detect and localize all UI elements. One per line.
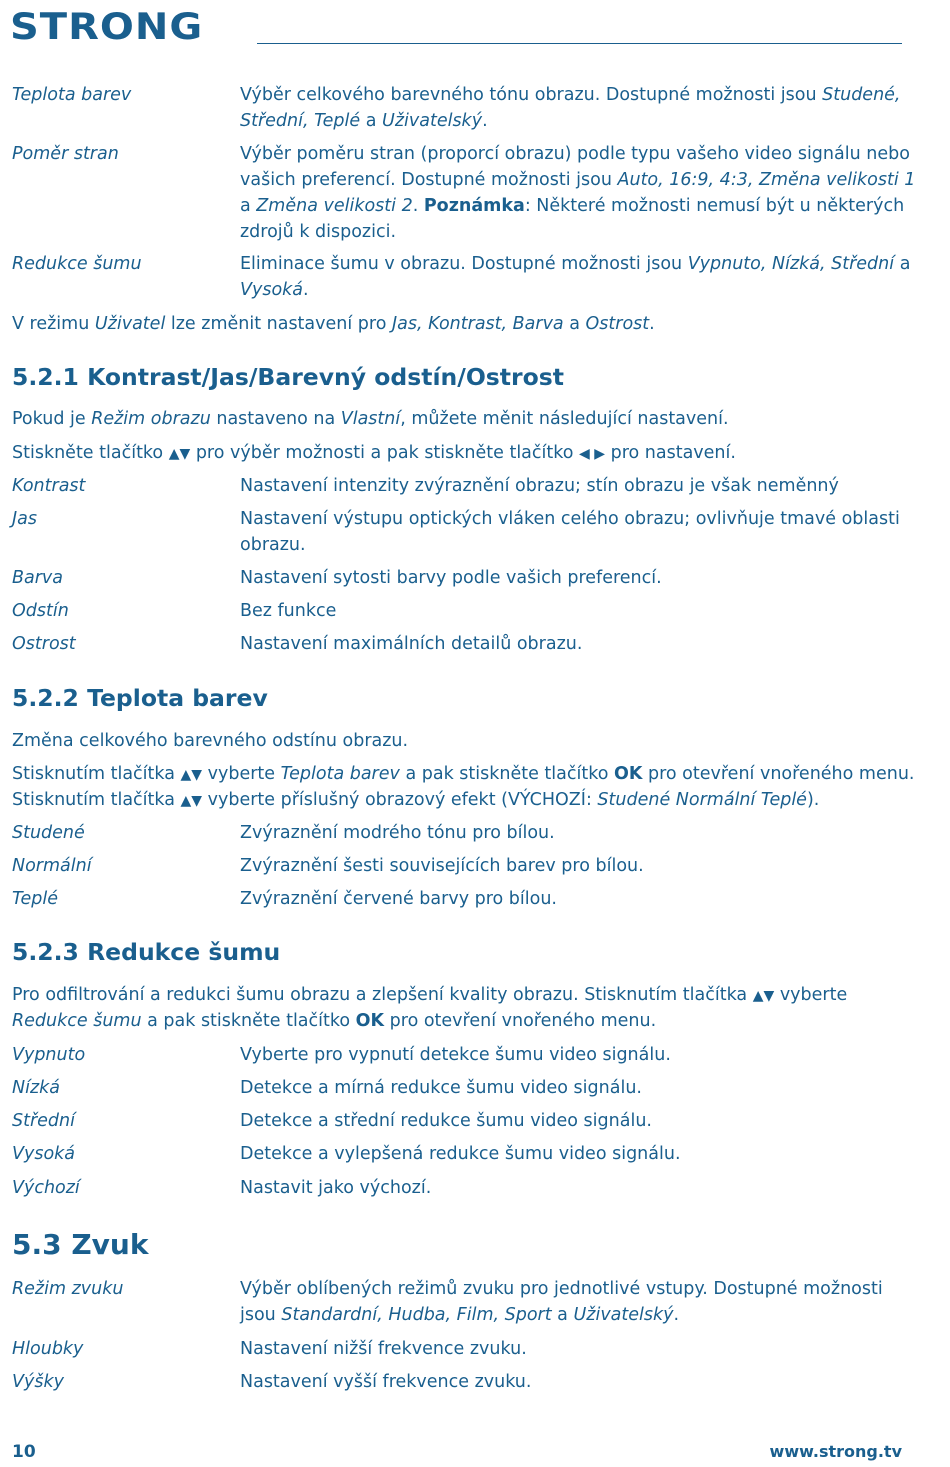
term-redukce-sumu: Redukce šumu bbox=[12, 254, 142, 274]
paragraph: Pro odfiltrování a redukci šumu obrazu a zlepšení kvality obrazu. Stisknutím tlačítka ▲▼ vyberte bbox=[12, 985, 848, 1005]
desc-barva: Nastavení sytosti barvy podle vašich preferencí. bbox=[240, 568, 662, 588]
term-pomer-stran: Poměr stran bbox=[12, 144, 119, 164]
term-normalni: Normální bbox=[12, 856, 92, 876]
heading-5-2-1: 5.2.1 Kontrast/Jas/Barevný odstín/Ostrost bbox=[12, 363, 564, 391]
page-number: 10 bbox=[12, 1442, 36, 1462]
paragraph: Stisknutím tlačítka ▲▼ vyberte Teplota barev a pak stiskněte tlačítko OK pro otevření vnořeného menu. bbox=[12, 764, 915, 784]
heading-5-2-2: 5.2.2 Teplota barev bbox=[12, 684, 268, 712]
desc-jas: Nastavení výstupu optických vláken celého obrazu; ovlivňuje tmavé oblasti obrazu. bbox=[240, 509, 900, 555]
desc-teple: Zvýraznění červené barvy pro bílou. bbox=[240, 889, 557, 909]
term-barva: Barva bbox=[12, 568, 64, 588]
paragraph: Stiskněte tlačítko ▲▼ pro výběr možnosti a pak stiskněte tlačítko ◀ ▶ pro nastavení. bbox=[12, 443, 736, 463]
desc-vypnuto: Vyberte pro vypnutí detekce šumu video signálu. bbox=[240, 1045, 671, 1065]
paragraph: Redukce šumu a pak stiskněte tlačítko OK pro otevření vnořeného menu. bbox=[12, 1011, 657, 1031]
term-vysky: Výšky bbox=[12, 1372, 64, 1392]
desc-kontrast: Nastavení intenzity zvýraznění obrazu; stín obrazu je však neměnný bbox=[240, 476, 839, 496]
up-down-arrows-icon: ▲▼ bbox=[168, 446, 191, 462]
term-teplota-barev: Teplota barev bbox=[12, 85, 132, 105]
term-studene: Studené bbox=[12, 823, 85, 843]
desc-vysky: Nastavení vyšší frekvence zvuku. bbox=[240, 1372, 532, 1392]
term-hloubky: Hloubky bbox=[12, 1339, 84, 1359]
term-vysoka: Vysoká bbox=[12, 1144, 76, 1164]
desc-studene: Zvýraznění modrého tónu pro bílou. bbox=[240, 823, 555, 843]
term-kontrast: Kontrast bbox=[12, 476, 86, 496]
desc-stredni: Detekce a střední redukce šumu video signálu. bbox=[240, 1111, 652, 1131]
up-down-arrows-icon: ▲▼ bbox=[180, 793, 203, 809]
desc-rezim-zvuku: Výběr oblíbených režimů zvuku pro jednotlivé vstupy. Dostupné možnosti jsou Standardní, Hudba, Film, Sport a Uživatelský. bbox=[240, 1279, 883, 1325]
footer-link[interactable]: www.strong.tv bbox=[769, 1442, 902, 1461]
up-down-arrows-icon: ▲▼ bbox=[752, 988, 775, 1004]
term-ostrost: Ostrost bbox=[12, 634, 76, 654]
heading-5-3: 5.3 Zvuk bbox=[12, 1228, 149, 1261]
desc-teplota-barev: Výběr celkového barevného tónu obrazu. Dostupné možnosti jsou Studené, Střední, Teplé a Uživatelský. bbox=[240, 85, 901, 131]
left-right-arrows-icon: ◀ ▶ bbox=[579, 446, 606, 462]
term-nizka: Nízká bbox=[12, 1078, 60, 1098]
desc-hloubky: Nastavení nižší frekvence zvuku. bbox=[240, 1339, 527, 1359]
desc-vychozi: Nastavit jako výchozí. bbox=[240, 1178, 432, 1198]
term-teple: Teplé bbox=[12, 889, 59, 909]
paragraph: Stisknutím tlačítka ▲▼ vyberte příslušný obrazový efekt (VÝCHOZÍ: Studené Normální Teplé). bbox=[12, 790, 820, 810]
desc-ostrost: Nastavení maximálních detailů obrazu. bbox=[240, 634, 583, 654]
term-rezim-zvuku: Režim zvuku bbox=[12, 1279, 124, 1299]
term-jas: Jas bbox=[12, 509, 38, 529]
term-vypnuto: Vypnuto bbox=[12, 1045, 86, 1065]
paragraph: Pokud je Režim obrazu nastaveno na Vlastní, můžete měnit následující nastavení. bbox=[12, 409, 729, 429]
brand-logo: STRONG bbox=[10, 6, 204, 49]
term-odstin: Odstín bbox=[12, 601, 69, 621]
header-divider bbox=[257, 43, 902, 44]
term-stredni: Střední bbox=[12, 1111, 75, 1131]
desc-vysoka: Detekce a vylepšená redukce šumu video signálu. bbox=[240, 1144, 681, 1164]
paragraph: Změna celkového barevného odstínu obrazu. bbox=[12, 731, 409, 751]
desc-odstin: Bez funkce bbox=[240, 601, 337, 621]
desc-pomer-stran: Výběr poměru stran (proporcí obrazu) podle typu vašeho video signálu nebo vašich preferencí. Dostupné možnosti jsou Auto, 16:9, 4:3, Změna velikosti 1 a Změna velikosti 2. Poznámka: Některé možnosti nemusí být u některých zdrojů k dispozici. bbox=[240, 144, 916, 242]
note-uzivatel: V režimu Uživatel lze změnit nastavení pro Jas, Kontrast, Barva a Ostrost. bbox=[12, 314, 655, 334]
desc-nizka: Detekce a mírná redukce šumu video signálu. bbox=[240, 1078, 642, 1098]
desc-redukce-sumu: Eliminace šumu v obrazu. Dostupné možnosti jsou Vypnuto, Nízká, Střední a Vysoká. bbox=[240, 254, 911, 300]
term-vychozi: Výchozí bbox=[12, 1178, 80, 1198]
desc-normalni: Zvýraznění šesti souvisejících barev pro bílou. bbox=[240, 856, 644, 876]
up-down-arrows-icon: ▲▼ bbox=[180, 767, 203, 783]
heading-5-2-3: 5.2.3 Redukce šumu bbox=[12, 938, 281, 966]
